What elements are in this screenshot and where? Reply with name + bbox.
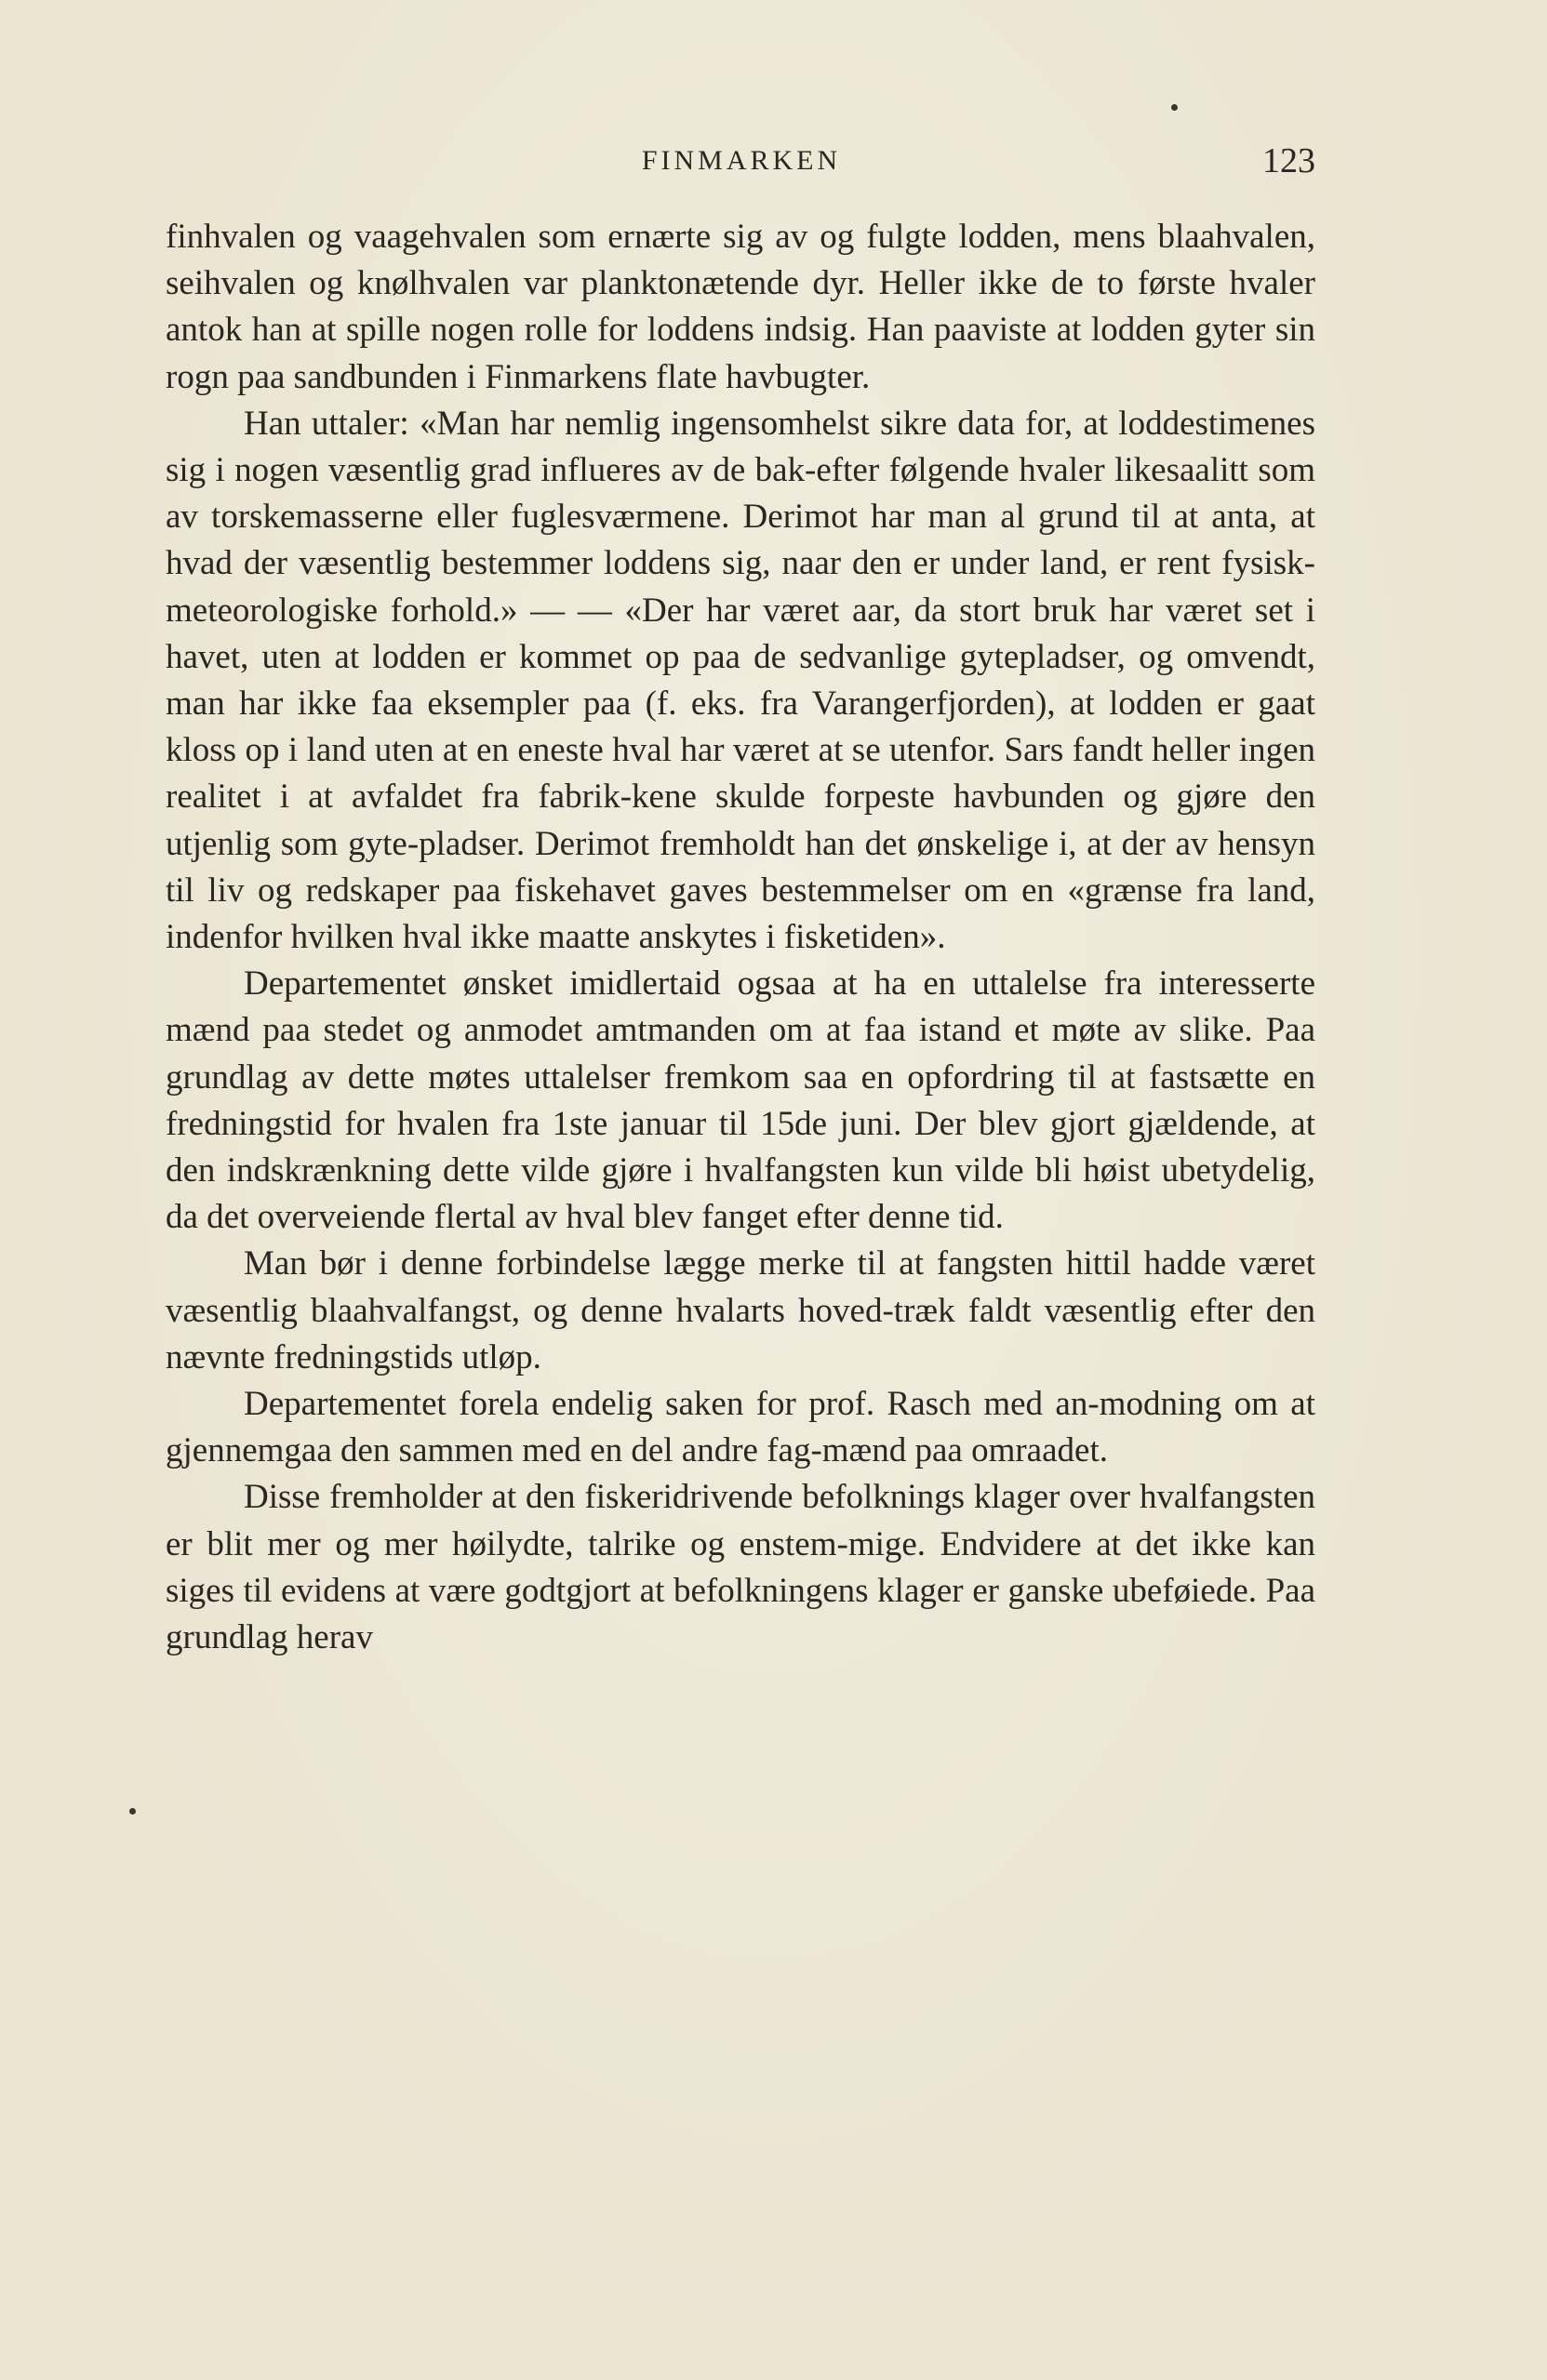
page-number: 123 [1262, 141, 1315, 180]
paragraph: Disse fremholder at den fiskeridrivende befolknings klager over hvalfangsten er blit mer og mer høilydte, talrike og enstem-mige. Endvidere at det ikke kan siges til evidens at være godtgjort at befolkningens klager er ganske ubeføiede. Paa grundlag herav [166, 1478, 1315, 1657]
paragraph: Han uttaler: «Man har nemlig ingensomhelst sikre data for, at loddestimenes sig i nogen væsentlig grad influeres av de bak-efter følgende hvaler likesaalitt som av torskemasserne eller fuglesværmene. Derimot har man al grund til at anta, at hvad der væsentlig bestemmer loddens sig, naar den er under land, er rent fysisk-meteorologiske forhold.» — — «Der har været aar, da stort bruk har været set i havet, uten at lodden er kommet op paa de sedvanlige gytepladser, og omvendt, man har ikke faa eksempler paa (f. eks. fra Varangerfjorden), at lodden er gaat kloss op i land uten at en eneste hval har været at se utenfor. Sars fandt heller ingen realitet i at avfaldet fra fabrik-kene skulde forpeste havbunden og gjøre den utjenlig som gyte-pladser. Derimot fremholdt han det ønskelige i, at der av hensyn til liv og redskaper paa fiskehavet gaves bestemmelser om en «grænse fra land, indenfor hvilken hval ikke maatte anskytes i fisketiden». [166, 404, 1315, 957]
ink-speck [1171, 104, 1178, 111]
paragraph: Departementet ønsket imidlertaid ogsaa at ha en uttalelse fra interesserte mænd paa stedet og anmodet amtmanden om at faa istand et møte av slike. Paa grundlag av dette møtes uttalelser fremkom saa en opfordring til at fastsætte en fredningstid for hvalen fra 1ste januar til 15de juni. Der blev gjort gjældende, at den indskrænkning dette vilde gjøre i hvalfangsten kun vilde bli høist ubetydelig, da det overveiende flertal av hval blev fanget efter denne tid. [166, 964, 1315, 1237]
paragraph: finhvalen og vaagehvalen som ernærte sig av og fulgte lodden, mens blaahvalen, seihvalen og knølhvalen var planktonætende dyr. Heller ikke de to første hvaler antok han at spille nogen rolle for loddens indsig. Han paaviste at lodden gyter sin rogn paa sandbunden i Finmarkens flate havbugter. [166, 218, 1315, 396]
running-title: FINMARKEN [641, 145, 842, 176]
page-header [167, 140, 1315, 182]
ink-speck [129, 1808, 136, 1815]
body-text [166, 214, 1315, 1661]
paragraph: Departementet forela endelig saken for prof. Rasch med an-modning om at gjennemgaa den sammen med en del andre fag-mænd paa omraadet. [166, 1385, 1315, 1470]
paragraph: Man bør i denne forbindelse lægge merke til at fangsten hittil hadde været væsentlig blaahvalfangst, og denne hvalarts hoved-træk faldt væsentlig efter den nævnte fredningstids utløp. [166, 1244, 1315, 1376]
